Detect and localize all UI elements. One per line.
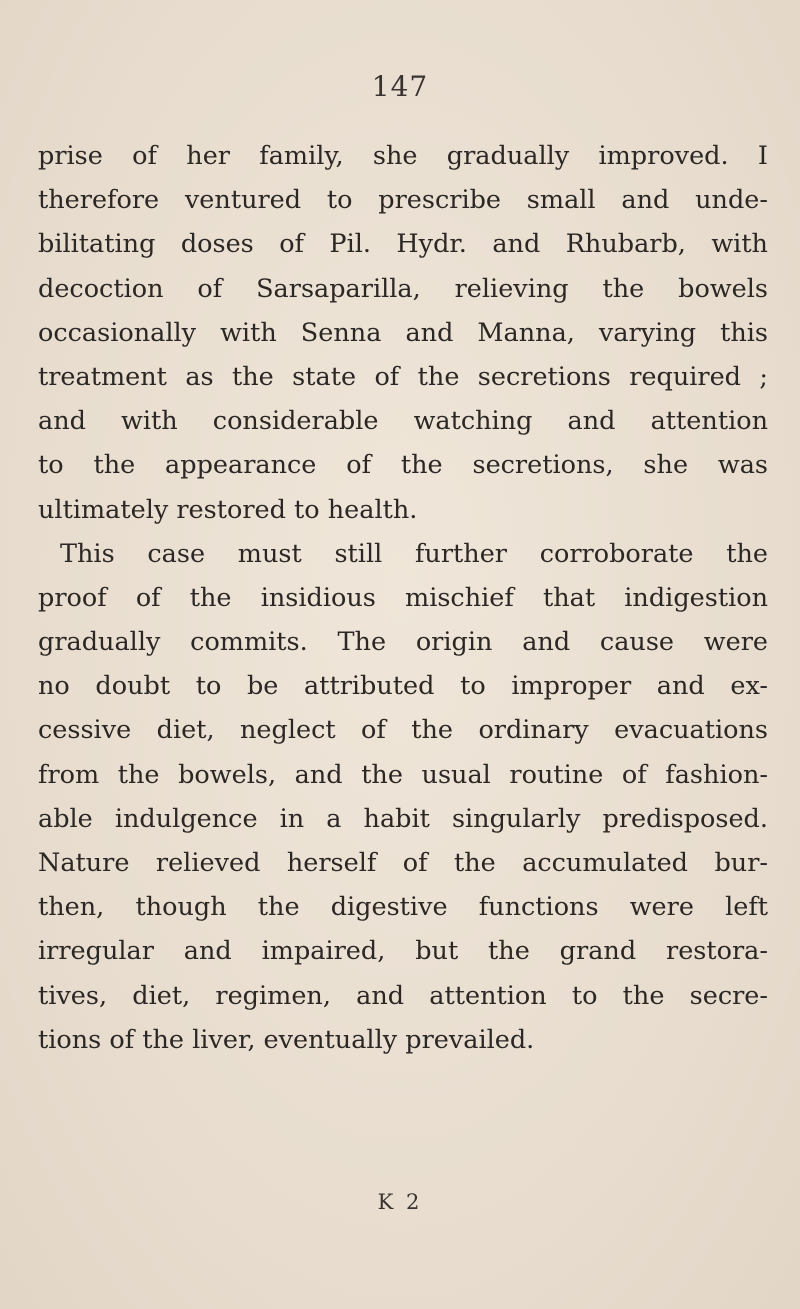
text-line: Nature relieved herself of the accumulated bur-: [38, 848, 768, 878]
text-line: proof of the insidious mischief that indigestion: [38, 582, 768, 613]
text-line: tions of the liver, eventually prevailed.: [38, 1024, 535, 1055]
text-line: ultimately restored to health.: [38, 494, 418, 525]
text-line: tives, diet, regimen, and attention to the secre-: [38, 980, 768, 1011]
text-line: gradually commits. The origin and cause were: [38, 627, 768, 658]
text-line: bilitating doses of Pil. Hydr. and Rhubarb, with: [38, 229, 768, 260]
text-line: and with considerable watching and attention: [38, 406, 768, 437]
text-line: decoction of Sarsaparilla, relieving the bowels: [38, 273, 768, 304]
text-line: then, though the digestive functions were left: [38, 892, 768, 923]
body-text: [38, 134, 768, 1062]
text-line: to the appearance of the secretions, she was: [38, 450, 768, 481]
text-line: irregular and impaired, but the grand restora-: [38, 936, 768, 967]
text-line: prise of her family, she gradually improved. I: [38, 141, 768, 171]
text-line: from the bowels, and the usual routine of fashion-: [38, 759, 768, 790]
signature-mark: K 2: [377, 1190, 423, 1214]
text-line: treatment as the state of the secretions required ;: [38, 361, 768, 392]
text-line: This case must still further corroborate the: [60, 538, 768, 569]
text-line: occasionally with Senna and Manna, varying this: [38, 317, 768, 348]
text-line: cessive diet, neglect of the ordinary evacuations: [38, 715, 768, 746]
text-line: no doubt to be attributed to improper and ex-: [38, 671, 768, 702]
text-line: therefore ventured to prescribe small and unde-: [38, 185, 768, 216]
text-line: able indulgence in a habit singularly predisposed.: [38, 803, 768, 834]
page-number: 147: [371, 70, 429, 103]
